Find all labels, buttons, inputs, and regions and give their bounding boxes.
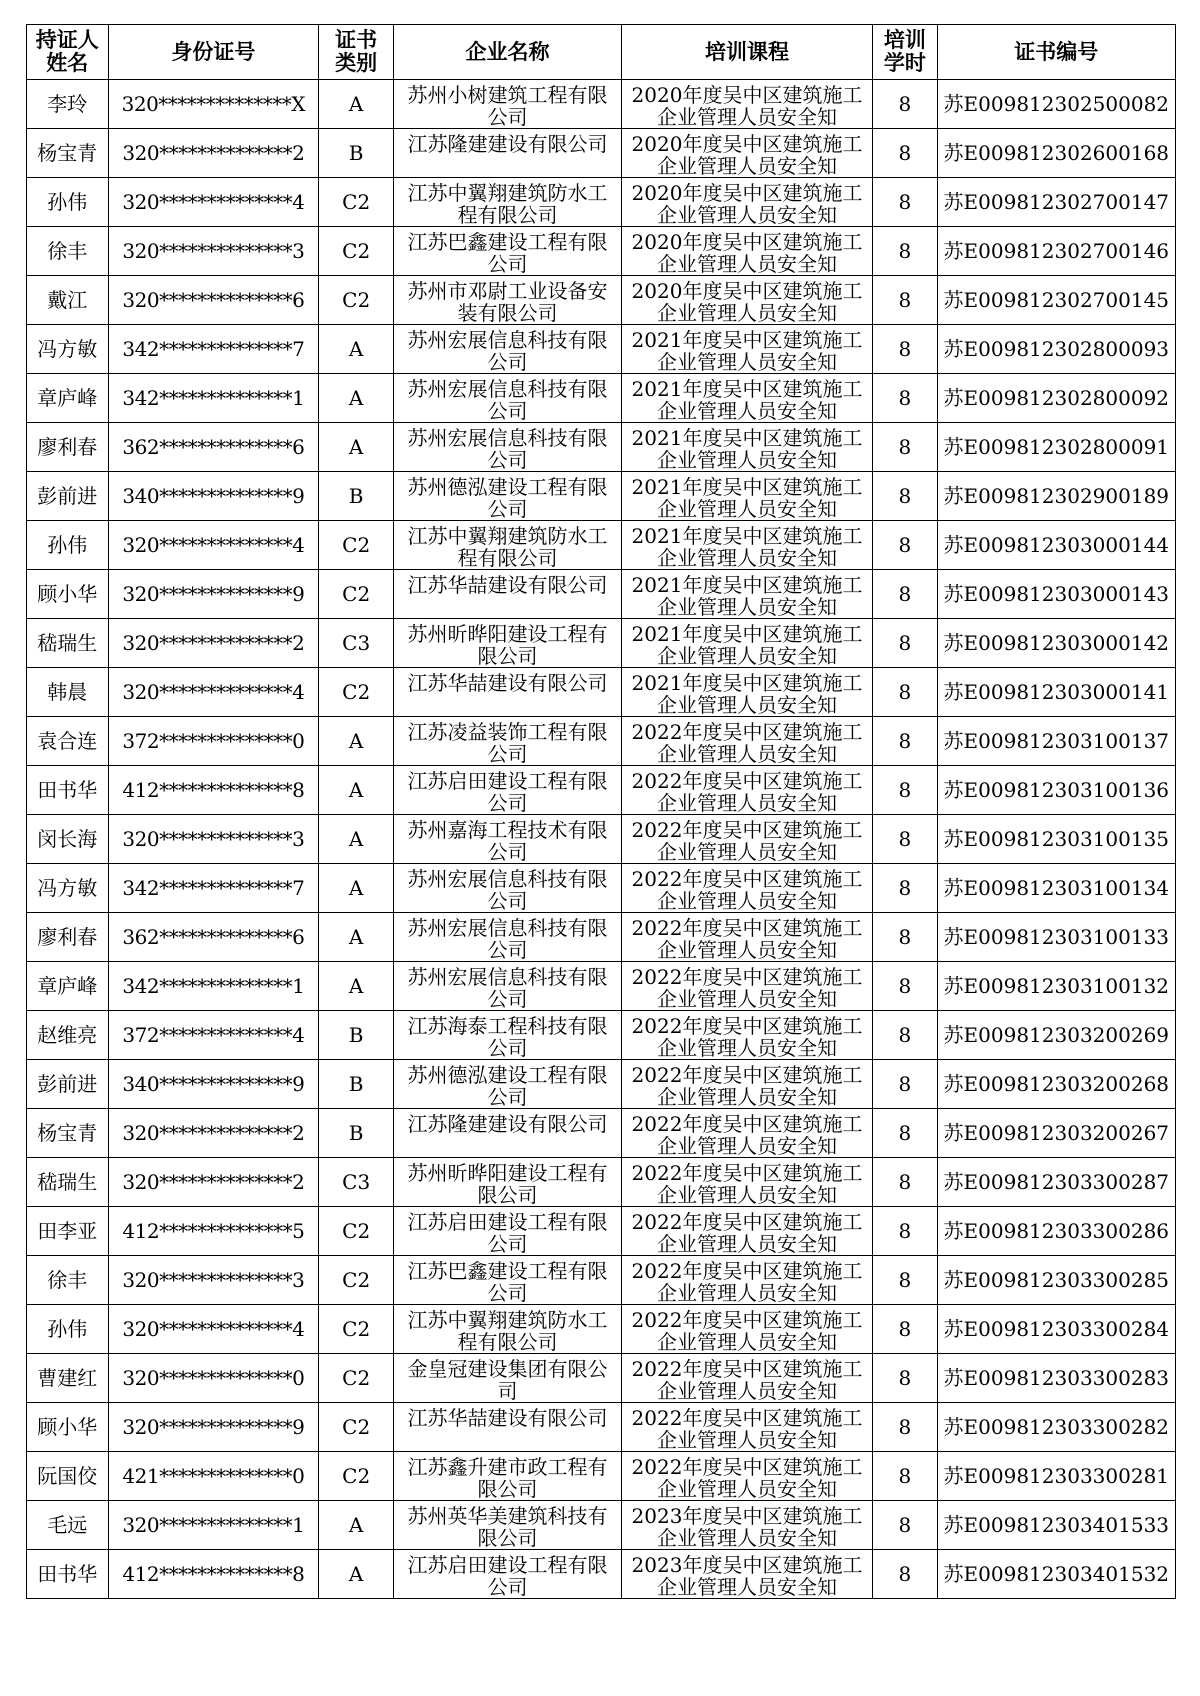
cell-course: 2021年度吴中区建筑施工企业管理人员安全知 bbox=[621, 570, 872, 619]
cell-id-number: 320**************4 bbox=[108, 1305, 318, 1354]
cell-holder-name: 彭前进 bbox=[27, 472, 109, 521]
cell-cert-type: B bbox=[319, 1060, 394, 1109]
table-row bbox=[27, 472, 1176, 521]
cell-course: 2021年度吴中区建筑施工企业管理人员安全知 bbox=[621, 423, 872, 472]
table-row bbox=[27, 178, 1176, 227]
cell-hours: 8 bbox=[873, 1403, 937, 1452]
cell-cert-number: 苏E009812303100134 bbox=[937, 864, 1175, 913]
cell-id-number: 372**************0 bbox=[108, 717, 318, 766]
cell-hours: 8 bbox=[873, 1354, 937, 1403]
cell-holder-name: 闵长海 bbox=[27, 815, 109, 864]
cell-cert-type: A bbox=[319, 1550, 394, 1599]
table-row bbox=[27, 864, 1176, 913]
cell-cert-type: C2 bbox=[319, 227, 394, 276]
cell-company: 江苏中翼翔建筑防水工程有限公司 bbox=[394, 1305, 622, 1354]
cell-id-number: 320**************3 bbox=[108, 1256, 318, 1305]
table-row bbox=[27, 1305, 1176, 1354]
cell-id-number: 362**************6 bbox=[108, 913, 318, 962]
cell-hours: 8 bbox=[873, 325, 937, 374]
cell-course: 2022年度吴中区建筑施工企业管理人员安全知 bbox=[621, 913, 872, 962]
cell-course: 2022年度吴中区建筑施工企业管理人员安全知 bbox=[621, 1354, 872, 1403]
cell-cert-type: C2 bbox=[319, 1256, 394, 1305]
cell-company: 苏州昕晔阳建设工程有限公司 bbox=[394, 1158, 622, 1207]
cell-hours: 8 bbox=[873, 1011, 937, 1060]
header-cert-type: 证书 类别 bbox=[319, 25, 394, 80]
cell-company: 苏州昕晔阳建设工程有限公司 bbox=[394, 619, 622, 668]
cell-course: 2022年度吴中区建筑施工企业管理人员安全知 bbox=[621, 1109, 872, 1158]
cell-company: 江苏华喆建设有限公司 bbox=[394, 668, 622, 717]
cell-cert-type: A bbox=[319, 717, 394, 766]
cell-cert-type: A bbox=[319, 864, 394, 913]
cell-cert-type: C2 bbox=[319, 178, 394, 227]
cell-course: 2020年度吴中区建筑施工企业管理人员安全知 bbox=[621, 80, 872, 129]
cell-hours: 8 bbox=[873, 472, 937, 521]
table-row bbox=[27, 374, 1176, 423]
cell-holder-name: 章庐峰 bbox=[27, 962, 109, 1011]
table-row bbox=[27, 717, 1176, 766]
cell-cert-number: 苏E009812302600168 bbox=[937, 129, 1175, 178]
cell-id-number: 320**************2 bbox=[108, 1109, 318, 1158]
cell-hours: 8 bbox=[873, 1550, 937, 1599]
cell-course: 2021年度吴中区建筑施工企业管理人员安全知 bbox=[621, 668, 872, 717]
cell-id-number: 320**************4 bbox=[108, 178, 318, 227]
cell-course: 2022年度吴中区建筑施工企业管理人员安全知 bbox=[621, 1011, 872, 1060]
cell-holder-name: 毛远 bbox=[27, 1501, 109, 1550]
cell-company: 江苏华喆建设有限公司 bbox=[394, 570, 622, 619]
cell-course: 2023年度吴中区建筑施工企业管理人员安全知 bbox=[621, 1501, 872, 1550]
cell-id-number: 320**************2 bbox=[108, 1158, 318, 1207]
cell-cert-type: B bbox=[319, 1109, 394, 1158]
cell-holder-name: 田书华 bbox=[27, 766, 109, 815]
cell-cert-number: 苏E009812302900189 bbox=[937, 472, 1175, 521]
cell-holder-name: 戴江 bbox=[27, 276, 109, 325]
cell-holder-name: 孙伟 bbox=[27, 521, 109, 570]
cell-id-number: 320**************4 bbox=[108, 521, 318, 570]
cell-hours: 8 bbox=[873, 1207, 937, 1256]
cell-hours: 8 bbox=[873, 129, 937, 178]
cell-holder-name: 章庐峰 bbox=[27, 374, 109, 423]
table-row bbox=[27, 570, 1176, 619]
cell-id-number: 421**************0 bbox=[108, 1452, 318, 1501]
cell-cert-number: 苏E009812303200269 bbox=[937, 1011, 1175, 1060]
certificate-table bbox=[26, 24, 1176, 1599]
header-course: 培训课程 bbox=[621, 25, 872, 80]
table-row bbox=[27, 1452, 1176, 1501]
cell-cert-type: B bbox=[319, 129, 394, 178]
cell-cert-type: A bbox=[319, 1501, 394, 1550]
cell-holder-name: 冯方敏 bbox=[27, 325, 109, 374]
table-row bbox=[27, 815, 1176, 864]
cell-cert-number: 苏E009812303401533 bbox=[937, 1501, 1175, 1550]
table-row bbox=[27, 962, 1176, 1011]
cell-id-number: 320**************2 bbox=[108, 129, 318, 178]
table-row bbox=[27, 423, 1176, 472]
table-row bbox=[27, 1501, 1176, 1550]
cell-id-number: 342**************1 bbox=[108, 374, 318, 423]
cell-company: 江苏鑫升建市政工程有限公司 bbox=[394, 1452, 622, 1501]
cell-company: 苏州小树建筑工程有限公司 bbox=[394, 80, 622, 129]
cell-cert-number: 苏E009812302800092 bbox=[937, 374, 1175, 423]
cell-company: 江苏中翼翔建筑防水工程有限公司 bbox=[394, 178, 622, 227]
cell-id-number: 340**************9 bbox=[108, 472, 318, 521]
cell-cert-type: B bbox=[319, 472, 394, 521]
cell-holder-name: 孙伟 bbox=[27, 178, 109, 227]
cell-hours: 8 bbox=[873, 1158, 937, 1207]
cell-id-number: 340**************9 bbox=[108, 1060, 318, 1109]
cell-course: 2022年度吴中区建筑施工企业管理人员安全知 bbox=[621, 1452, 872, 1501]
cell-cert-type: C3 bbox=[319, 619, 394, 668]
cell-cert-number: 苏E009812303300285 bbox=[937, 1256, 1175, 1305]
cell-cert-number: 苏E009812302700147 bbox=[937, 178, 1175, 227]
cell-holder-name: 嵇瑞生 bbox=[27, 1158, 109, 1207]
cell-cert-number: 苏E009812303000144 bbox=[937, 521, 1175, 570]
table-row bbox=[27, 766, 1176, 815]
table-row bbox=[27, 619, 1176, 668]
cell-company: 江苏凌益装饰工程有限公司 bbox=[394, 717, 622, 766]
cell-holder-name: 孙伟 bbox=[27, 1305, 109, 1354]
header-hours: 培训 学时 bbox=[873, 25, 937, 80]
cell-cert-type: A bbox=[319, 423, 394, 472]
cell-hours: 8 bbox=[873, 766, 937, 815]
cell-company: 苏州宏展信息科技有限公司 bbox=[394, 913, 622, 962]
cell-hours: 8 bbox=[873, 913, 937, 962]
cell-cert-number: 苏E009812303300282 bbox=[937, 1403, 1175, 1452]
cell-holder-name: 李玲 bbox=[27, 80, 109, 129]
table-row bbox=[27, 325, 1176, 374]
cell-course: 2021年度吴中区建筑施工企业管理人员安全知 bbox=[621, 374, 872, 423]
cell-course: 2022年度吴中区建筑施工企业管理人员安全知 bbox=[621, 1305, 872, 1354]
cell-cert-type: A bbox=[319, 325, 394, 374]
cell-course: 2020年度吴中区建筑施工企业管理人员安全知 bbox=[621, 178, 872, 227]
table-row bbox=[27, 1403, 1176, 1452]
cell-holder-name: 顾小华 bbox=[27, 570, 109, 619]
cell-course: 2022年度吴中区建筑施工企业管理人员安全知 bbox=[621, 717, 872, 766]
table-row bbox=[27, 227, 1176, 276]
cell-course: 2022年度吴中区建筑施工企业管理人员安全知 bbox=[621, 1207, 872, 1256]
cell-company: 江苏海泰工程科技有限公司 bbox=[394, 1011, 622, 1060]
cell-company: 苏州市邓尉工业设备安装有限公司 bbox=[394, 276, 622, 325]
cell-holder-name: 廖利春 bbox=[27, 423, 109, 472]
cell-cert-number: 苏E009812302700145 bbox=[937, 276, 1175, 325]
cell-cert-type: A bbox=[319, 766, 394, 815]
cell-course: 2021年度吴中区建筑施工企业管理人员安全知 bbox=[621, 472, 872, 521]
cell-holder-name: 袁合连 bbox=[27, 717, 109, 766]
table-row bbox=[27, 80, 1176, 129]
cell-cert-number: 苏E009812303000141 bbox=[937, 668, 1175, 717]
cell-company: 苏州嘉海工程技术有限公司 bbox=[394, 815, 622, 864]
cell-company: 金皇冠建设集团有限公司 bbox=[394, 1354, 622, 1403]
cell-cert-number: 苏E009812303200268 bbox=[937, 1060, 1175, 1109]
cell-holder-name: 阮国佼 bbox=[27, 1452, 109, 1501]
cell-cert-number: 苏E009812303100133 bbox=[937, 913, 1175, 962]
cell-course: 2022年度吴中区建筑施工企业管理人员安全知 bbox=[621, 815, 872, 864]
cell-hours: 8 bbox=[873, 1060, 937, 1109]
cell-company: 苏州宏展信息科技有限公司 bbox=[394, 423, 622, 472]
cell-holder-name: 杨宝青 bbox=[27, 1109, 109, 1158]
cell-id-number: 320**************3 bbox=[108, 815, 318, 864]
table-row bbox=[27, 1207, 1176, 1256]
cell-cert-type: A bbox=[319, 815, 394, 864]
table-row bbox=[27, 1550, 1176, 1599]
header-cert-number: 证书编号 bbox=[937, 25, 1175, 80]
cell-cert-type: A bbox=[319, 913, 394, 962]
cell-hours: 8 bbox=[873, 619, 937, 668]
cell-course: 2021年度吴中区建筑施工企业管理人员安全知 bbox=[621, 619, 872, 668]
header-row bbox=[27, 25, 1176, 80]
cell-cert-type: C2 bbox=[319, 570, 394, 619]
cell-id-number: 412**************8 bbox=[108, 1550, 318, 1599]
cell-cert-number: 苏E009812303300281 bbox=[937, 1452, 1175, 1501]
cell-hours: 8 bbox=[873, 668, 937, 717]
cell-hours: 8 bbox=[873, 815, 937, 864]
cell-cert-type: C2 bbox=[319, 1207, 394, 1256]
cell-course: 2022年度吴中区建筑施工企业管理人员安全知 bbox=[621, 1060, 872, 1109]
cell-hours: 8 bbox=[873, 717, 937, 766]
cell-cert-number: 苏E009812303100135 bbox=[937, 815, 1175, 864]
cell-company: 江苏隆建建设有限公司 bbox=[394, 129, 622, 178]
cell-id-number: 320**************9 bbox=[108, 1403, 318, 1452]
header-company: 企业名称 bbox=[394, 25, 622, 80]
cell-cert-number: 苏E009812303300284 bbox=[937, 1305, 1175, 1354]
cell-course: 2022年度吴中区建筑施工企业管理人员安全知 bbox=[621, 1403, 872, 1452]
cell-course: 2020年度吴中区建筑施工企业管理人员安全知 bbox=[621, 227, 872, 276]
cell-cert-number: 苏E009812302500082 bbox=[937, 80, 1175, 129]
cell-company: 苏州宏展信息科技有限公司 bbox=[394, 962, 622, 1011]
table-row bbox=[27, 1109, 1176, 1158]
cell-company: 江苏华喆建设有限公司 bbox=[394, 1403, 622, 1452]
cell-company: 江苏巴鑫建设工程有限公司 bbox=[394, 227, 622, 276]
cell-cert-number: 苏E009812303300287 bbox=[937, 1158, 1175, 1207]
header-id-number: 身份证号 bbox=[108, 25, 318, 80]
cell-company: 苏州宏展信息科技有限公司 bbox=[394, 864, 622, 913]
cell-id-number: 362**************6 bbox=[108, 423, 318, 472]
cell-holder-name: 顾小华 bbox=[27, 1403, 109, 1452]
cell-hours: 8 bbox=[873, 1501, 937, 1550]
cell-cert-number: 苏E009812303100132 bbox=[937, 962, 1175, 1011]
cell-id-number: 320**************9 bbox=[108, 570, 318, 619]
cell-holder-name: 彭前进 bbox=[27, 1060, 109, 1109]
cell-company: 苏州德泓建设工程有限公司 bbox=[394, 472, 622, 521]
cell-id-number: 320**************1 bbox=[108, 1501, 318, 1550]
cell-course: 2022年度吴中区建筑施工企业管理人员安全知 bbox=[621, 1256, 872, 1305]
cell-holder-name: 田李亚 bbox=[27, 1207, 109, 1256]
cell-company: 苏州宏展信息科技有限公司 bbox=[394, 374, 622, 423]
cell-cert-type: C3 bbox=[319, 1158, 394, 1207]
cell-company: 江苏中翼翔建筑防水工程有限公司 bbox=[394, 521, 622, 570]
cell-cert-number: 苏E009812303100136 bbox=[937, 766, 1175, 815]
table-row bbox=[27, 1011, 1176, 1060]
header-holder-name: 持证人 姓名 bbox=[27, 25, 109, 80]
cell-course: 2022年度吴中区建筑施工企业管理人员安全知 bbox=[621, 962, 872, 1011]
cell-hours: 8 bbox=[873, 1109, 937, 1158]
cell-id-number: 320**************2 bbox=[108, 619, 318, 668]
cell-holder-name: 廖利春 bbox=[27, 913, 109, 962]
cell-cert-type: A bbox=[319, 374, 394, 423]
table-row bbox=[27, 521, 1176, 570]
cell-cert-number: 苏E009812302800091 bbox=[937, 423, 1175, 472]
cell-course: 2020年度吴中区建筑施工企业管理人员安全知 bbox=[621, 276, 872, 325]
cell-hours: 8 bbox=[873, 1256, 937, 1305]
cell-cert-type: C2 bbox=[319, 1305, 394, 1354]
cell-hours: 8 bbox=[873, 276, 937, 325]
cell-holder-name: 赵维亮 bbox=[27, 1011, 109, 1060]
cell-hours: 8 bbox=[873, 80, 937, 129]
cell-course: 2022年度吴中区建筑施工企业管理人员安全知 bbox=[621, 864, 872, 913]
cell-course: 2023年度吴中区建筑施工企业管理人员安全知 bbox=[621, 1550, 872, 1599]
cell-hours: 8 bbox=[873, 521, 937, 570]
cell-id-number: 320**************3 bbox=[108, 227, 318, 276]
cell-course: 2022年度吴中区建筑施工企业管理人员安全知 bbox=[621, 766, 872, 815]
cell-holder-name: 田书华 bbox=[27, 1550, 109, 1599]
cell-cert-number: 苏E009812303200267 bbox=[937, 1109, 1175, 1158]
table-row bbox=[27, 1256, 1176, 1305]
cell-hours: 8 bbox=[873, 227, 937, 276]
cell-hours: 8 bbox=[873, 178, 937, 227]
cell-company: 苏州德泓建设工程有限公司 bbox=[394, 1060, 622, 1109]
cell-hours: 8 bbox=[873, 962, 937, 1011]
cell-course: 2020年度吴中区建筑施工企业管理人员安全知 bbox=[621, 129, 872, 178]
cell-cert-type: C2 bbox=[319, 276, 394, 325]
cell-holder-name: 曹建红 bbox=[27, 1354, 109, 1403]
cell-company: 苏州宏展信息科技有限公司 bbox=[394, 325, 622, 374]
table-row bbox=[27, 668, 1176, 717]
cell-id-number: 320**************0 bbox=[108, 1354, 318, 1403]
cell-cert-type: A bbox=[319, 962, 394, 1011]
cell-id-number: 342**************7 bbox=[108, 325, 318, 374]
table-row bbox=[27, 913, 1176, 962]
cell-id-number: 320**************X bbox=[108, 80, 318, 129]
cell-hours: 8 bbox=[873, 1452, 937, 1501]
cell-id-number: 342**************7 bbox=[108, 864, 318, 913]
cell-cert-number: 苏E009812302700146 bbox=[937, 227, 1175, 276]
table-row bbox=[27, 1158, 1176, 1207]
cell-holder-name: 杨宝青 bbox=[27, 129, 109, 178]
cell-id-number: 372**************4 bbox=[108, 1011, 318, 1060]
cell-holder-name: 冯方敏 bbox=[27, 864, 109, 913]
cell-cert-number: 苏E009812302800093 bbox=[937, 325, 1175, 374]
cell-cert-type: C2 bbox=[319, 521, 394, 570]
cell-hours: 8 bbox=[873, 864, 937, 913]
cell-company: 苏州英华美建筑科技有限公司 bbox=[394, 1501, 622, 1550]
cell-id-number: 320**************4 bbox=[108, 668, 318, 717]
cell-cert-number: 苏E009812303000143 bbox=[937, 570, 1175, 619]
cell-company: 江苏巴鑫建设工程有限公司 bbox=[394, 1256, 622, 1305]
cell-cert-type: C2 bbox=[319, 668, 394, 717]
cell-holder-name: 徐丰 bbox=[27, 227, 109, 276]
cell-cert-number: 苏E009812303300283 bbox=[937, 1354, 1175, 1403]
cell-company: 江苏启田建设工程有限公司 bbox=[394, 1207, 622, 1256]
cell-hours: 8 bbox=[873, 374, 937, 423]
cell-course: 2021年度吴中区建筑施工企业管理人员安全知 bbox=[621, 521, 872, 570]
cell-course: 2021年度吴中区建筑施工企业管理人员安全知 bbox=[621, 325, 872, 374]
cell-cert-number: 苏E009812303000142 bbox=[937, 619, 1175, 668]
cell-id-number: 412**************5 bbox=[108, 1207, 318, 1256]
cell-cert-number: 苏E009812303401532 bbox=[937, 1550, 1175, 1599]
cell-hours: 8 bbox=[873, 570, 937, 619]
cell-holder-name: 徐丰 bbox=[27, 1256, 109, 1305]
cell-company: 江苏启田建设工程有限公司 bbox=[394, 766, 622, 815]
cell-cert-type: C2 bbox=[319, 1354, 394, 1403]
cell-hours: 8 bbox=[873, 1305, 937, 1354]
cell-holder-name: 韩晨 bbox=[27, 668, 109, 717]
cell-cert-type: C2 bbox=[319, 1452, 394, 1501]
cell-hours: 8 bbox=[873, 423, 937, 472]
cell-id-number: 342**************1 bbox=[108, 962, 318, 1011]
table-row bbox=[27, 1060, 1176, 1109]
cell-cert-type: A bbox=[319, 80, 394, 129]
cell-holder-name: 嵇瑞生 bbox=[27, 619, 109, 668]
cell-id-number: 412**************8 bbox=[108, 766, 318, 815]
table-row bbox=[27, 1354, 1176, 1403]
cell-company: 江苏隆建建设有限公司 bbox=[394, 1109, 622, 1158]
cell-cert-number: 苏E009812303100137 bbox=[937, 717, 1175, 766]
cell-course: 2022年度吴中区建筑施工企业管理人员安全知 bbox=[621, 1158, 872, 1207]
cell-id-number: 320**************6 bbox=[108, 276, 318, 325]
cell-cert-type: C2 bbox=[319, 1403, 394, 1452]
table-row bbox=[27, 129, 1176, 178]
cell-company: 江苏启田建设工程有限公司 bbox=[394, 1550, 622, 1599]
cell-cert-number: 苏E009812303300286 bbox=[937, 1207, 1175, 1256]
table-row bbox=[27, 276, 1176, 325]
cell-cert-type: B bbox=[319, 1011, 394, 1060]
